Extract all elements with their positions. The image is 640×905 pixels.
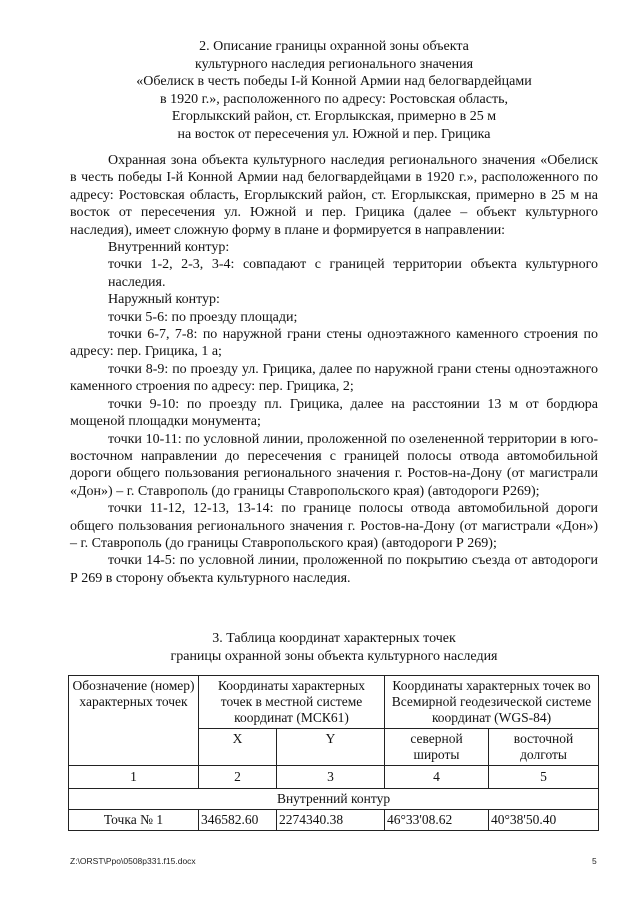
section-2-title-line: в 1920 г.», расположенного по адресу: Ростовская область, [160,91,508,107]
outer-point-item: точки 9-10: по проезду пл. Грицика, далее на расстоянии 13 м от бордюра мощеной площадки монумента; [70,396,598,430]
column-number-row [69,766,599,789]
section-2-title-line: на восток от пересечения ул. Южной и пер. Грицика [177,126,491,142]
column-number: 1 [69,766,199,789]
point-x: 346582.60 [199,810,277,831]
outer-point-item: точки 5-6: по проезду площади; [108,309,298,325]
header-designation: Обозначение (номер) характерных точек [69,676,199,766]
section-2-title-line: 2. Описание границы охранной зоны объекта [199,39,469,54]
point-longitude: 40°38'50.40 [489,810,599,831]
inner-contour-label: Внутренний контур: [108,240,230,256]
outer-point-item: точки 14-5: по условной линии, проложенной по покрытию съезда от автодороги Р 269 в сторону объекта культурного наследия. [70,553,598,586]
column-number: 5 [489,766,599,789]
outer-contour-label: Наружный контур: [108,292,220,308]
section-2-title-line: Егорлыкский район, ст. Егорлыкская, примерно в 25 м [171,109,497,125]
inner-contour-points: точки 1-2, 2-3, 3-4: совпадают с границей территории объекта культурного наследия. [108,257,598,290]
boundary-description [70,152,598,587]
footer-page-number: 5 [592,856,597,866]
outer-point-item: точки 8-9: по проезду ул. Грицика, далее по наружной грани стены одноэтажного каменного строения по адресу: пер. Грицика, 2; [70,361,598,395]
column-number: 4 [385,766,489,789]
contour-section-row [69,789,599,810]
subheader-x: X [199,729,277,766]
header-wgs-coords: Координаты характерных точек во Всемирной геодезической системе координат (WGS-84) [385,676,599,729]
header-local-coords: Координаты характерных точек в местной системе координат (МСК61) [199,676,385,729]
inner-contour-row-label: Внутренний контур [69,789,599,810]
column-number: 3 [277,766,385,789]
table-row [69,810,599,831]
outer-point-item: точки 11-12, 12-13, 13-14: по границе полосы отвода автомобильной дороги общего пользования регионального значения г. Ростов-на-Дону (от магистрали «Дон») – г. Ставрополь (до границы Ставропольского края) (автодороги Р 269); [70,501,598,551]
table-header-row [69,676,599,729]
column-number: 2 [199,766,277,789]
section-3-title-line: границы охранной зоны объекта культурного наследия [170,648,498,664]
point-y: 2274340.38 [277,810,385,831]
section-3-title [70,630,598,665]
section-2-title-line: культурного наследия регионального значения [194,56,474,72]
intro-paragraph: Охранная зона объекта культурного наследия регионального значения «Обелиск в честь победы I-й Конной Армии над белогвардейцами в 1920 г.», расположенного по адресу: Ростовская область, Егорлыкский район, ст. Егорлыкская, примерно в 25 м на восток от пересечения ул. Южной и пер. Грицика (далее – объект культурного наследия), имеет сложную форму в плане и формируется в направлении: [70,153,598,238]
subheader-longitude: восточной долготы [489,729,599,766]
section-3-title-line: 3. Таблица координат характерных точек [212,631,456,646]
section-2-title [70,38,598,144]
subheader-y: Y [277,729,385,766]
footer-file-path: Z:\ORST\Ppo\0508p331.f15.docx [70,856,196,866]
point-designation: Точка № 1 [69,810,199,831]
coordinates-table [68,675,599,831]
outer-point-item: точки 10-11: по условной линии, проложенной по озелененной территории в юго-восточном направлении до пересечения с границей полосы отвода автомобильной дороги общего пользования регионального значения г. Ростов-на-Дону (от магистрали «Дон») – г. Ставрополь (до границы Ставропольского края) (автодороги Р269); [70,431,598,499]
point-latitude: 46°33'08.62 [385,810,489,831]
outer-point-item: точки 6-7, 7-8: по наружной грани стены одноэтажного каменного строения по адресу: пер. Грицика, 1 а; [70,327,598,360]
subheader-latitude: северной широты [385,729,489,766]
section-2-title-line: «Обелиск в честь победы I-й Конной Армии над белогвардейцами [136,74,532,90]
